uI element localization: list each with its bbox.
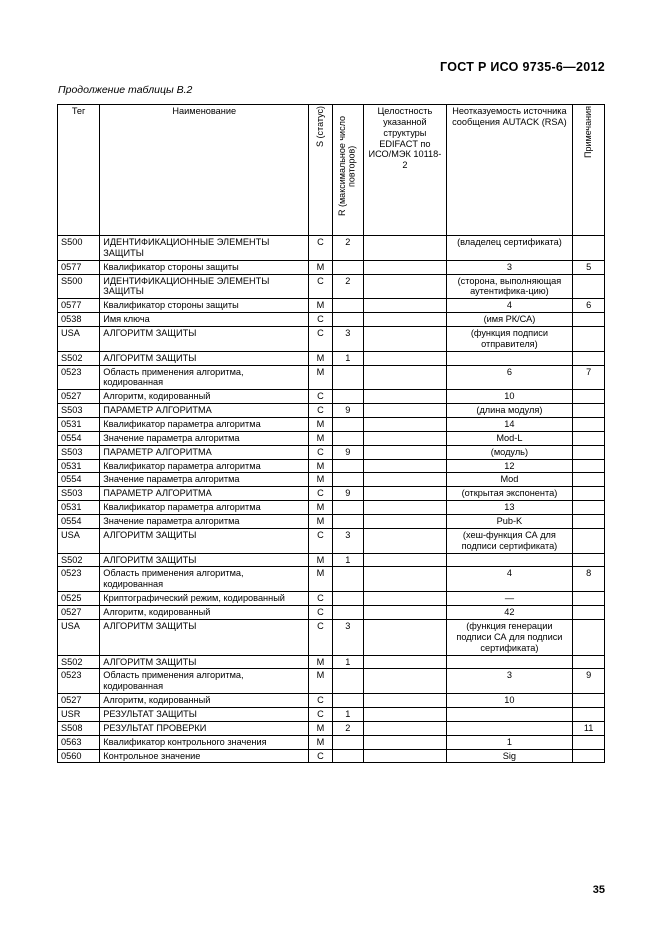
cell-name: Контрольное значение xyxy=(100,749,309,763)
cell-note xyxy=(573,619,605,655)
cell-autack xyxy=(446,721,573,735)
table-row xyxy=(58,418,605,432)
table-row xyxy=(58,528,605,553)
cell-autack: 13 xyxy=(446,501,573,515)
cell-repeats xyxy=(332,459,364,473)
cell-repeats xyxy=(332,592,364,606)
cell-autack: Mod-L xyxy=(446,431,573,445)
cell-name: АЛГОРИТМ ЗАЩИТЫ xyxy=(100,327,309,352)
col-header-notes xyxy=(573,105,605,236)
cell-repeats xyxy=(332,390,364,404)
table-body xyxy=(58,236,605,763)
cell-tag: 0577 xyxy=(58,260,100,274)
cell-integrity xyxy=(364,721,446,735)
cell-tag: 0538 xyxy=(58,313,100,327)
table-row xyxy=(58,669,605,694)
cell-tag: 0531 xyxy=(58,459,100,473)
cell-status: C xyxy=(309,404,332,418)
cell-name: Квалификатор стороны защиты xyxy=(100,260,309,274)
col-header-autack: Неотказуемость источника сообщения AUTACK (RSA) xyxy=(446,105,573,236)
cell-note xyxy=(573,515,605,529)
cell-autack: Mod xyxy=(446,473,573,487)
cell-name: Квалификатор параметра алгоритма xyxy=(100,459,309,473)
cell-tag: S502 xyxy=(58,655,100,669)
cell-integrity xyxy=(364,260,446,274)
cell-repeats: 1 xyxy=(332,351,364,365)
cell-note xyxy=(573,735,605,749)
table-row xyxy=(58,655,605,669)
cell-status: M xyxy=(309,473,332,487)
cell-tag: USA xyxy=(58,619,100,655)
cell-autack: Sig xyxy=(446,749,573,763)
cell-status: C xyxy=(309,487,332,501)
cell-integrity xyxy=(364,445,446,459)
cell-autack: 6 xyxy=(446,365,573,390)
cell-note xyxy=(573,274,605,299)
cell-status: M xyxy=(309,721,332,735)
cell-integrity xyxy=(364,606,446,620)
cell-status: M xyxy=(309,501,332,515)
cell-autack: — xyxy=(446,592,573,606)
cell-name: Имя ключа xyxy=(100,313,309,327)
cell-autack: Pub-K xyxy=(446,515,573,529)
cell-integrity xyxy=(364,365,446,390)
cell-note xyxy=(573,390,605,404)
cell-integrity xyxy=(364,313,446,327)
cell-status: M xyxy=(309,655,332,669)
cell-integrity xyxy=(364,487,446,501)
table-row xyxy=(58,473,605,487)
cell-status: M xyxy=(309,515,332,529)
cell-status: C xyxy=(309,236,332,261)
cell-status: M xyxy=(309,299,332,313)
table-row xyxy=(58,501,605,515)
cell-integrity xyxy=(364,735,446,749)
cell-integrity xyxy=(364,669,446,694)
cell-repeats xyxy=(332,418,364,432)
cell-name: ПАРАМЕТР АЛГОРИТМА xyxy=(100,487,309,501)
cell-tag: S502 xyxy=(58,553,100,567)
cell-status: M xyxy=(309,351,332,365)
cell-name: ПАРАМЕТР АЛГОРИТМА xyxy=(100,404,309,418)
cell-integrity xyxy=(364,418,446,432)
table-row xyxy=(58,553,605,567)
cell-autack: (владелец сертификата) xyxy=(446,236,573,261)
cell-repeats: 2 xyxy=(332,274,364,299)
cell-tag: 0523 xyxy=(58,567,100,592)
table-row xyxy=(58,445,605,459)
cell-integrity xyxy=(364,567,446,592)
cell-status: C xyxy=(309,327,332,352)
cell-autack: (сторона, выполняющая аутентифика-цию) xyxy=(446,274,573,299)
table-row xyxy=(58,606,605,620)
cell-note xyxy=(573,501,605,515)
cell-integrity xyxy=(364,431,446,445)
col-header-status xyxy=(309,105,332,236)
cell-name: Область применения алгоритма, кодированная xyxy=(100,567,309,592)
cell-repeats: 3 xyxy=(332,327,364,352)
table-row xyxy=(58,260,605,274)
cell-integrity xyxy=(364,553,446,567)
cell-name: РЕЗУЛЬТАТ ЗАЩИТЫ xyxy=(100,707,309,721)
table-row xyxy=(58,390,605,404)
cell-repeats: 9 xyxy=(332,404,364,418)
cell-name: Область применения алгоритма, кодированная xyxy=(100,365,309,390)
cell-status: M xyxy=(309,459,332,473)
cell-tag: S502 xyxy=(58,351,100,365)
cell-status: C xyxy=(309,749,332,763)
cell-integrity xyxy=(364,528,446,553)
cell-repeats: 2 xyxy=(332,721,364,735)
cell-name: Значение параметра алгоритма xyxy=(100,473,309,487)
cell-repeats: 1 xyxy=(332,707,364,721)
cell-integrity xyxy=(364,404,446,418)
cell-repeats: 9 xyxy=(332,487,364,501)
cell-note: 7 xyxy=(573,365,605,390)
cell-note: 6 xyxy=(573,299,605,313)
cell-note: 8 xyxy=(573,567,605,592)
cell-tag: 0527 xyxy=(58,606,100,620)
cell-status: C xyxy=(309,707,332,721)
cell-tag: 0577 xyxy=(58,299,100,313)
table-header-row xyxy=(58,105,605,236)
cell-status: M xyxy=(309,669,332,694)
cell-tag: S503 xyxy=(58,404,100,418)
cell-status: C xyxy=(309,619,332,655)
cell-status: C xyxy=(309,390,332,404)
cell-note xyxy=(573,528,605,553)
cell-status: M xyxy=(309,418,332,432)
cell-name: Область применения алгоритма, кодированная xyxy=(100,669,309,694)
cell-repeats xyxy=(332,365,364,390)
table-row xyxy=(58,313,605,327)
cell-name: Значение параметра алгоритма xyxy=(100,515,309,529)
col-header-repeats-text: R (максимальное число повторов) xyxy=(337,116,357,216)
cell-repeats xyxy=(332,260,364,274)
cell-repeats: 1 xyxy=(332,553,364,567)
table-row xyxy=(58,487,605,501)
cell-repeats xyxy=(332,669,364,694)
cell-name: Криптографический режим, кодированный xyxy=(100,592,309,606)
cell-note: 5 xyxy=(573,260,605,274)
cell-note xyxy=(573,351,605,365)
cell-autack: 14 xyxy=(446,418,573,432)
cell-name: ИДЕНТИФИКАЦИОННЫЕ ЭЛЕМЕНТЫ ЗАЩИТЫ xyxy=(100,236,309,261)
cell-note xyxy=(573,459,605,473)
cell-name: АЛГОРИТМ ЗАЩИТЫ xyxy=(100,351,309,365)
cell-note xyxy=(573,236,605,261)
cell-autack xyxy=(446,553,573,567)
cell-autack xyxy=(446,351,573,365)
table-continuation-label: Продолжение таблицы В.2 xyxy=(58,84,193,96)
cell-note xyxy=(573,592,605,606)
table-row xyxy=(58,721,605,735)
table-row xyxy=(58,749,605,763)
cell-autack: (имя РК/СА) xyxy=(446,313,573,327)
cell-tag: 0525 xyxy=(58,592,100,606)
cell-autack: (открытая экспонента) xyxy=(446,487,573,501)
cell-name: АЛГОРИТМ ЗАЩИТЫ xyxy=(100,528,309,553)
cell-integrity xyxy=(364,749,446,763)
cell-repeats xyxy=(332,501,364,515)
cell-note xyxy=(573,473,605,487)
col-header-notes-text: Примечания xyxy=(582,106,593,158)
cell-name: АЛГОРИТМ ЗАЩИТЫ xyxy=(100,553,309,567)
cell-status: C xyxy=(309,445,332,459)
cell-repeats: 3 xyxy=(332,528,364,553)
cell-status: M xyxy=(309,567,332,592)
cell-autack: (хеш-функция СА для подписи сертификата) xyxy=(446,528,573,553)
cell-autack: 10 xyxy=(446,390,573,404)
cell-status: M xyxy=(309,260,332,274)
cell-name: АЛГОРИТМ ЗАЩИТЫ xyxy=(100,619,309,655)
cell-integrity xyxy=(364,592,446,606)
cell-repeats: 1 xyxy=(332,655,364,669)
cell-autack: 12 xyxy=(446,459,573,473)
cell-autack: (функция подписи отправителя) xyxy=(446,327,573,352)
table-row xyxy=(58,299,605,313)
cell-integrity xyxy=(364,473,446,487)
cell-repeats xyxy=(332,749,364,763)
cell-tag: 0563 xyxy=(58,735,100,749)
cell-status: C xyxy=(309,592,332,606)
cell-repeats: 9 xyxy=(332,445,364,459)
cell-tag: S503 xyxy=(58,445,100,459)
cell-tag: 0554 xyxy=(58,515,100,529)
cell-note xyxy=(573,749,605,763)
cell-integrity xyxy=(364,327,446,352)
cell-name: Значение параметра алгоритма xyxy=(100,431,309,445)
cell-tag: S508 xyxy=(58,721,100,735)
cell-repeats xyxy=(332,313,364,327)
cell-name: Квалификатор стороны защиты xyxy=(100,299,309,313)
cell-tag: USR xyxy=(58,707,100,721)
cell-autack: 3 xyxy=(446,260,573,274)
cell-name: Алгоритм, кодированный xyxy=(100,694,309,708)
cell-integrity xyxy=(364,390,446,404)
cell-integrity xyxy=(364,515,446,529)
cell-tag: USA xyxy=(58,528,100,553)
cell-tag: 0531 xyxy=(58,418,100,432)
table-row xyxy=(58,274,605,299)
cell-name: Квалификатор параметра алгоритма xyxy=(100,418,309,432)
cell-tag: 0523 xyxy=(58,365,100,390)
table-row xyxy=(58,567,605,592)
table-row xyxy=(58,327,605,352)
cell-tag: 0527 xyxy=(58,390,100,404)
table-row xyxy=(58,404,605,418)
cell-autack: 42 xyxy=(446,606,573,620)
cell-autack xyxy=(446,707,573,721)
cell-autack: 3 xyxy=(446,669,573,694)
cell-status: M xyxy=(309,735,332,749)
cell-integrity xyxy=(364,351,446,365)
cell-status: C xyxy=(309,694,332,708)
cell-repeats xyxy=(332,606,364,620)
cell-name: ПАРАМЕТР АЛГОРИТМА xyxy=(100,445,309,459)
cell-note xyxy=(573,404,605,418)
cell-tag: 0554 xyxy=(58,473,100,487)
cell-integrity xyxy=(364,459,446,473)
cell-tag: 0560 xyxy=(58,749,100,763)
cell-repeats xyxy=(332,515,364,529)
cell-note xyxy=(573,553,605,567)
cell-repeats xyxy=(332,735,364,749)
table-container xyxy=(57,104,605,763)
cell-note xyxy=(573,431,605,445)
table-row xyxy=(58,365,605,390)
cell-autack: 1 xyxy=(446,735,573,749)
cell-note xyxy=(573,445,605,459)
cell-repeats: 3 xyxy=(332,619,364,655)
cell-autack xyxy=(446,655,573,669)
cell-tag: 0531 xyxy=(58,501,100,515)
table-row xyxy=(58,735,605,749)
cell-note: 9 xyxy=(573,669,605,694)
cell-name: РЕЗУЛЬТАТ ПРОВЕРКИ xyxy=(100,721,309,735)
cell-name: АЛГОРИТМ ЗАЩИТЫ xyxy=(100,655,309,669)
cell-tag: USA xyxy=(58,327,100,352)
cell-integrity xyxy=(364,274,446,299)
cell-autack: (модуль) xyxy=(446,445,573,459)
cell-status: C xyxy=(309,274,332,299)
col-header-integrity: Целостность указанной структуры EDIFACT по ИСО/МЭК 10118-2 xyxy=(364,105,446,236)
cell-tag: 0554 xyxy=(58,431,100,445)
table-row xyxy=(58,515,605,529)
cell-note xyxy=(573,487,605,501)
cell-repeats xyxy=(332,567,364,592)
cell-note xyxy=(573,655,605,669)
cell-note xyxy=(573,418,605,432)
cell-integrity xyxy=(364,694,446,708)
cell-autack: 10 xyxy=(446,694,573,708)
table-header xyxy=(58,105,605,236)
cell-tag: S500 xyxy=(58,236,100,261)
cell-repeats xyxy=(332,299,364,313)
cell-status: M xyxy=(309,431,332,445)
cell-tag: 0527 xyxy=(58,694,100,708)
cell-repeats: 2 xyxy=(332,236,364,261)
cell-repeats xyxy=(332,694,364,708)
cell-integrity xyxy=(364,655,446,669)
cell-note xyxy=(573,707,605,721)
cell-name: Квалификатор параметра алгоритма xyxy=(100,501,309,515)
cell-repeats xyxy=(332,431,364,445)
cell-status: C xyxy=(309,313,332,327)
cell-status: M xyxy=(309,553,332,567)
annex-table-b2 xyxy=(57,104,605,763)
col-header-name: Наименование xyxy=(100,105,309,236)
cell-note: 11 xyxy=(573,721,605,735)
cell-status: C xyxy=(309,606,332,620)
page-number: 35 xyxy=(592,884,605,896)
cell-integrity xyxy=(364,299,446,313)
cell-autack: (функция генерации подписи СА для подписи сертификата) xyxy=(446,619,573,655)
table-row xyxy=(58,236,605,261)
cell-integrity xyxy=(364,619,446,655)
cell-name: Алгоритм, кодированный xyxy=(100,606,309,620)
cell-tag: 0523 xyxy=(58,669,100,694)
cell-note xyxy=(573,327,605,352)
table-row xyxy=(58,707,605,721)
table-row xyxy=(58,694,605,708)
cell-status: C xyxy=(309,528,332,553)
cell-repeats xyxy=(332,473,364,487)
cell-autack: (длина модуля) xyxy=(446,404,573,418)
table-row xyxy=(58,592,605,606)
cell-autack: 4 xyxy=(446,567,573,592)
cell-tag: S500 xyxy=(58,274,100,299)
table-row xyxy=(58,459,605,473)
cell-name: Алгоритм, кодированный xyxy=(100,390,309,404)
table-row xyxy=(58,351,605,365)
cell-tag: S503 xyxy=(58,487,100,501)
cell-status: M xyxy=(309,365,332,390)
table-row xyxy=(58,619,605,655)
table-row xyxy=(58,431,605,445)
cell-note xyxy=(573,694,605,708)
cell-note xyxy=(573,313,605,327)
cell-integrity xyxy=(364,501,446,515)
standard-designation: ГОСТ Р ИСО 9735-6—2012 xyxy=(439,60,605,74)
cell-autack: 4 xyxy=(446,299,573,313)
cell-name: Квалификатор контрольного значения xyxy=(100,735,309,749)
cell-name: ИДЕНТИФИКАЦИОННЫЕ ЭЛЕМЕНТЫ ЗАЩИТЫ xyxy=(100,274,309,299)
col-header-status-text: S (статус) xyxy=(314,106,325,147)
cell-integrity xyxy=(364,707,446,721)
col-header-repeats xyxy=(332,105,364,236)
cell-note xyxy=(573,606,605,620)
col-header-tag: Тег xyxy=(58,105,100,236)
cell-integrity xyxy=(364,236,446,261)
